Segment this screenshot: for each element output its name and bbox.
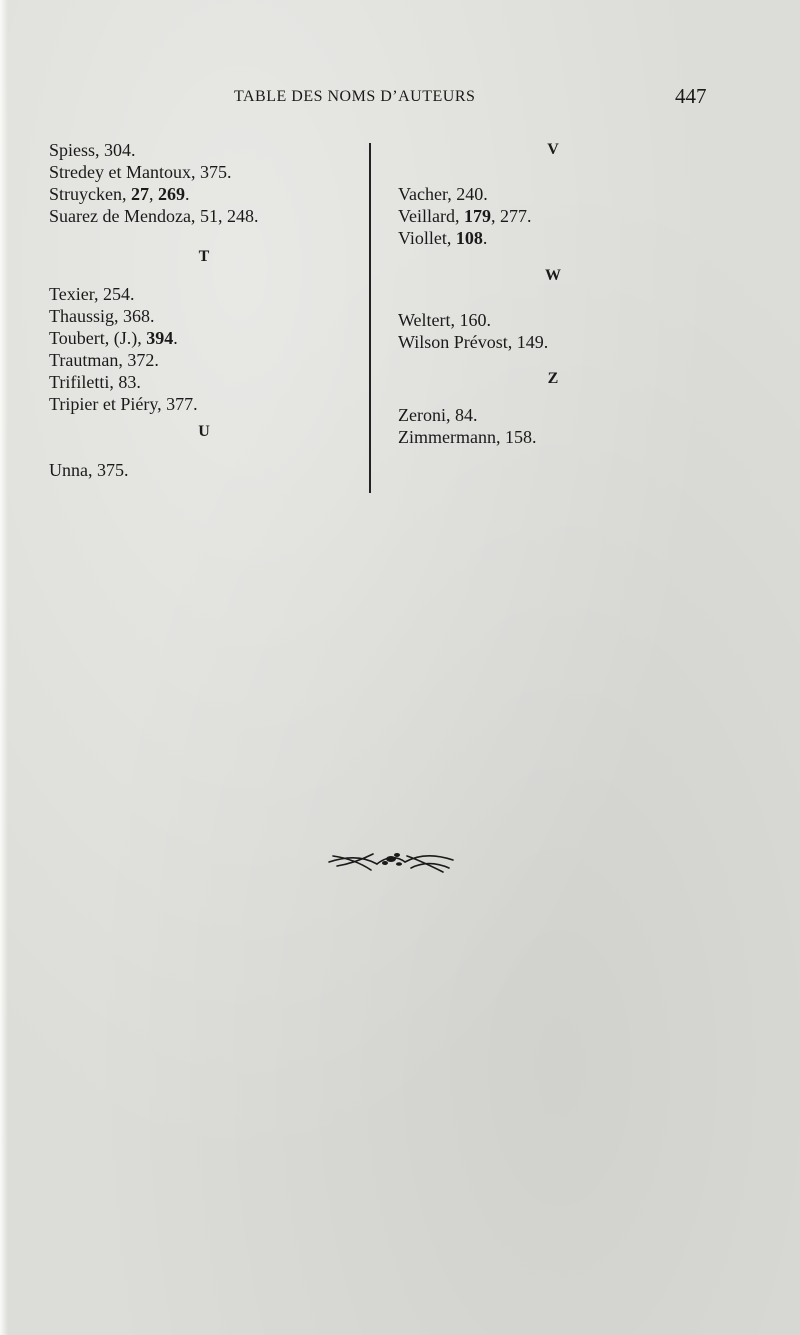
group-u [49, 459, 349, 481]
page-ref: 368. [123, 306, 155, 326]
ornament-fleuron-icon [327, 842, 455, 882]
page-ref: 158. [504, 427, 537, 447]
header-title: TABLE DES NOMS D’AUTEURS [234, 88, 476, 105]
group-z [398, 404, 758, 448]
group-s [49, 139, 349, 227]
page-ref: . [173, 328, 178, 348]
author-name: Zimmermann, [398, 427, 505, 447]
page-ref: 240. [456, 184, 488, 204]
index-entry [49, 283, 349, 305]
author-name: Struycken, [49, 184, 131, 204]
author-name: Texier, [49, 284, 103, 304]
page-ref: 372. [127, 350, 159, 370]
index-entry [49, 327, 349, 349]
index-entry [49, 371, 349, 393]
index-entry [49, 161, 349, 183]
group-t [49, 283, 349, 415]
index-entry [398, 183, 758, 205]
right-column [398, 139, 758, 448]
left-column [49, 139, 349, 481]
letter-heading-w: W [545, 267, 561, 284]
page-ref: , 277. [490, 206, 532, 226]
page-ref: . [482, 228, 488, 248]
author-name: Unna, [49, 460, 97, 480]
page-ref: , [148, 184, 158, 204]
page-ref: 84. [454, 405, 478, 425]
page-ref-bold: 108 [455, 228, 483, 248]
author-name: Thaussig, [49, 306, 123, 326]
group-w [398, 309, 758, 353]
letter-heading-t: T [198, 248, 210, 265]
page-edge [0, 0, 8, 1335]
page-ref: 375. [97, 460, 129, 480]
author-name: Stredey et Mantoux, [49, 162, 200, 182]
index-entry [398, 331, 758, 353]
index-entry [49, 349, 349, 371]
author-name: Viollet, [398, 228, 456, 248]
author-name: Tripier et Piéry, [49, 394, 167, 414]
index-entry [398, 227, 758, 249]
author-name: Vacher, [398, 184, 457, 204]
letter-heading-u: U [198, 423, 210, 440]
page-ref: 51, 248. [199, 206, 259, 226]
page-ref: 304. [104, 140, 136, 160]
page-ref: 254. [103, 284, 135, 304]
page-number: 447 [675, 84, 707, 108]
page-ref: 377. [166, 394, 198, 414]
author-name: Suarez de Mendoza, [49, 206, 200, 226]
page-ref: 160. [459, 310, 492, 330]
author-name: Trautman, [49, 350, 128, 370]
page-ref-bold: 269 [157, 184, 185, 204]
author-name: Zeroni, [398, 405, 455, 425]
running-header [0, 84, 800, 112]
page-ref-bold: 394 [146, 328, 174, 348]
index-entry [49, 183, 349, 205]
page-ref: 375. [199, 162, 232, 182]
index-entry [398, 404, 758, 426]
index-entry [49, 393, 349, 415]
author-name: Trifiletti, [49, 372, 119, 392]
author-name: Veillard, [398, 206, 464, 226]
index-entry [49, 459, 349, 481]
index-entry [398, 426, 758, 448]
author-name: Wilson Prévost, [398, 332, 517, 352]
page-ref: 149. [516, 332, 549, 352]
letter-heading-z: Z [547, 370, 559, 387]
index-entry [49, 305, 349, 327]
page-ref-bold: 179 [463, 206, 491, 226]
author-name: Toubert, (J.), [49, 328, 147, 348]
column-divider [369, 143, 371, 493]
letter-heading-v: V [547, 141, 559, 158]
index-entry [49, 205, 349, 227]
author-name: Spiess, [49, 140, 105, 160]
index-entry [398, 205, 758, 227]
index-entry [49, 139, 349, 161]
page-ref: 83. [118, 372, 141, 392]
page-ref-bold: 27 [130, 184, 149, 204]
page-ref: . [184, 184, 190, 204]
index-entry [398, 309, 758, 331]
group-v [398, 183, 758, 249]
author-name: Weltert, [398, 310, 460, 330]
